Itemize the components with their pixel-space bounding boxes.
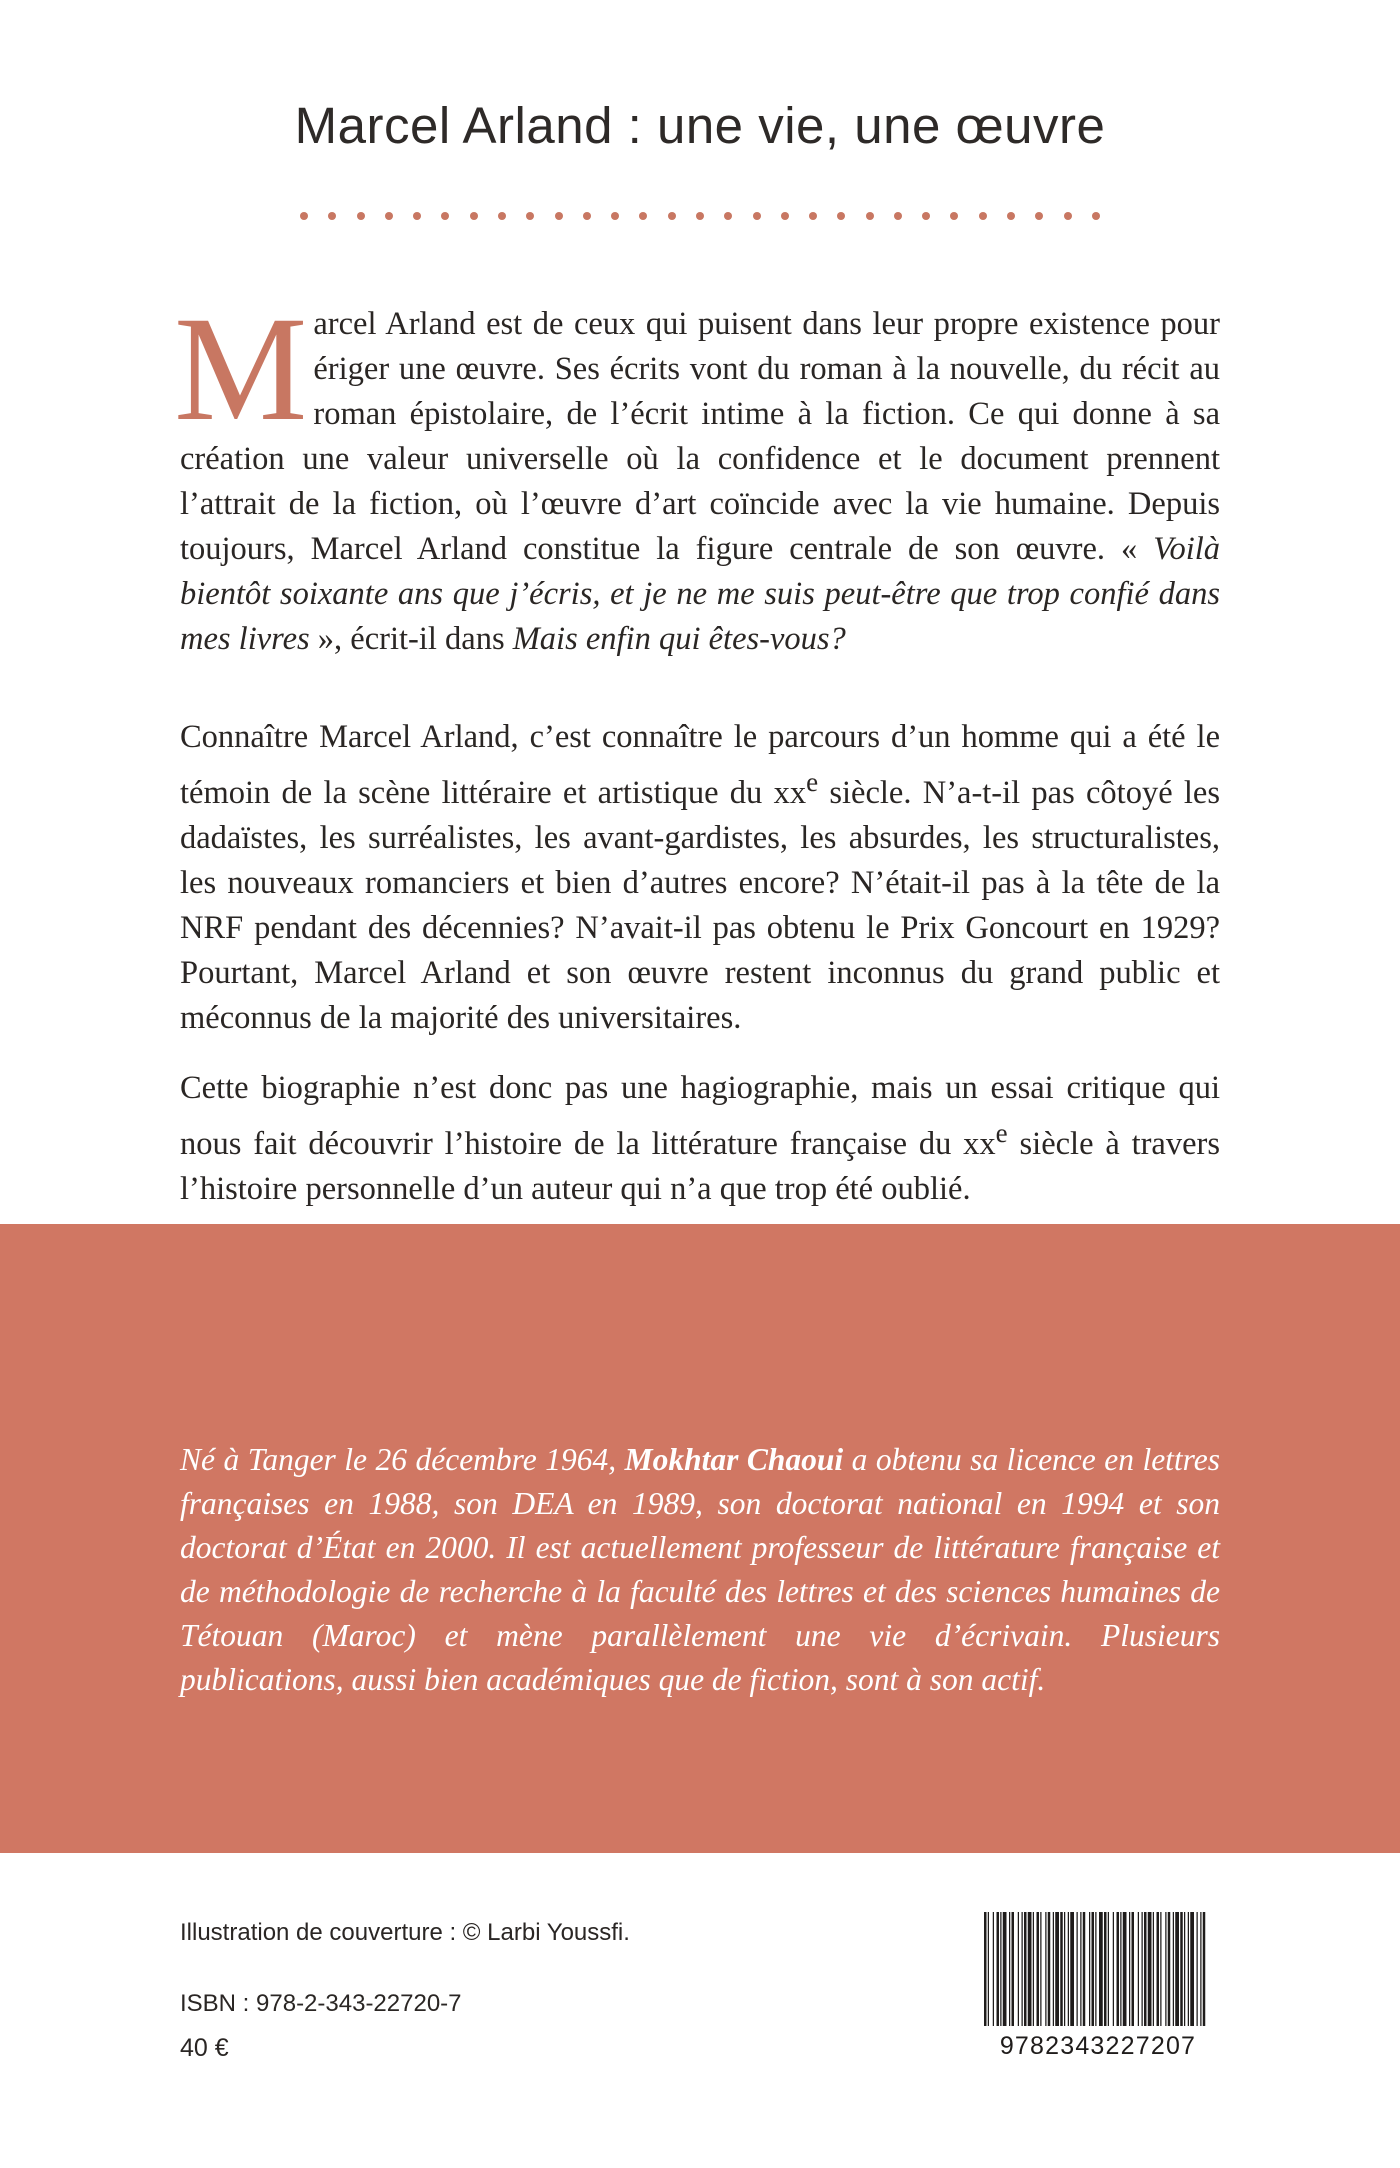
- summary-p1-text: arcel Arland est de ceux qui puisent dans leur propre existence pour ériger une œuvre. Ses écrits vont du roman à la nouvelle, du récit au roman épistolaire, de l’écrit intime à la fiction. Ce qui donne à sa création une valeur universelle où la confidence et le document prennent l’attrait de la fiction, où l’œuvre d’art coïncide avec la vie humaine. Depuis toujours, Marcel Arland constitue la figure centrale de son œuvre. «: [180, 306, 1220, 567]
- barcode-bar: [1009, 1912, 1010, 2026]
- barcode-bar: [1040, 1912, 1041, 2026]
- divider-dot: [385, 212, 393, 220]
- barcode-bar: [1200, 1912, 1201, 2026]
- dotted-divider: [300, 210, 1100, 222]
- book-title: Marcel Arland : une vie, une œuvre: [294, 97, 1106, 154]
- barcode-bar: [1113, 1912, 1114, 2026]
- barcode-bar: [1153, 1912, 1154, 2026]
- barcode-bar: [1083, 1912, 1086, 2026]
- summary-p2-text-a: Connaître Marcel Arland, c’est connaître le parcours d’un homme qui a été le témoin de la scène littéraire et artistique du: [180, 719, 1220, 811]
- barcode-bar: [984, 1912, 987, 2026]
- barcode-bar: [1175, 1912, 1179, 2026]
- divider-dot: [357, 212, 365, 220]
- barcode-bar: [1180, 1912, 1183, 2026]
- divider-dot: [1064, 212, 1072, 220]
- barcode-bar: [1095, 1912, 1096, 2026]
- divider-dot: [413, 212, 421, 220]
- barcode-bar: [988, 1912, 989, 2026]
- summary-paragraph-1: [174, 286, 1220, 662]
- divider-dot: [1092, 212, 1100, 220]
- barcode-bar: [1129, 1912, 1130, 2026]
- barcode-bar: [1033, 1912, 1034, 2026]
- barcode-bar: [1024, 1912, 1027, 2026]
- barcode-bar: [1203, 1912, 1206, 2026]
- barcode-bar: [1018, 1912, 1019, 2026]
- divider-dot: [470, 212, 478, 220]
- summary-p1-quote: Voilà bientôt soixante ans que j’écris, et je ne me suis peut-être que trop confié dans mes livres: [180, 531, 1220, 657]
- barcode-bar: [1142, 1912, 1143, 2026]
- barcode-bar: [1165, 1912, 1166, 2026]
- divider-dot: [498, 212, 506, 220]
- divider-dot: [753, 212, 761, 220]
- author-name: Mokhtar Chaoui: [624, 1442, 844, 1477]
- price: 40 €: [180, 2034, 229, 2062]
- divider-dot: [1035, 212, 1043, 220]
- divider-dot: [979, 212, 987, 220]
- barcode-bar: [1120, 1912, 1121, 2026]
- barcode-bar: [1012, 1912, 1015, 2026]
- divider-dot: [441, 212, 449, 220]
- barcode-bar: [1197, 1912, 1198, 2026]
- divider-dot: [328, 212, 336, 220]
- divider-dot: [1007, 212, 1015, 220]
- divider-dot: [696, 212, 704, 220]
- barcode-bar: [1190, 1912, 1194, 2026]
- barcode-bar: [1048, 1912, 1051, 2026]
- barcode-bar: [1003, 1912, 1007, 2026]
- divider-dot: [583, 212, 591, 220]
- author-bio: [180, 1438, 1220, 1702]
- drop-cap: M: [174, 286, 308, 452]
- barcode-bar: [1068, 1912, 1069, 2026]
- divider-dot: [526, 212, 534, 220]
- divider-dot: [555, 212, 563, 220]
- barcode-bar: [993, 1912, 994, 2026]
- divider-dot: [809, 212, 817, 220]
- barcode-bar: [1092, 1912, 1095, 2026]
- barcode-bar: [1123, 1912, 1127, 2026]
- divider-dot: [611, 212, 619, 220]
- barcode-bar: [1173, 1912, 1174, 2026]
- barcode-bar: [1138, 1912, 1139, 2026]
- barcode: [980, 1910, 1212, 2060]
- divider-dot: [950, 212, 958, 220]
- divider-dot: [866, 212, 874, 220]
- barcode-bar: [1070, 1912, 1074, 2026]
- divider-dot: [300, 212, 308, 220]
- summary-p3-text-b: siècle à travers l’histoire personnelle d’un auteur qui n’a que trop été oublié.: [180, 1125, 1220, 1207]
- divider-dot: [837, 212, 845, 220]
- author-bio-text-b: a obtenu sa licence en lettres françaises en 1988, son DEA en 1989, son doctorat national en 1994 et son doctorat d’État en 2000. Il est actuellement professeur de littérature française et de méthodologie de recherche à la faculté des lettres et des sciences humaines de Tétouan (Maroc) et mène parallèlement une vie d’écrivain. Plusieurs publications, aussi bien académiques que de fiction, sont à son actif.: [180, 1442, 1221, 1697]
- barcode-bar: [1053, 1912, 1054, 2026]
- barcode-bar: [1099, 1912, 1103, 2026]
- summary-paragraph-2: [180, 715, 1220, 1041]
- barcode-bar: [1089, 1912, 1090, 2026]
- illustration-credit: Illustration de couverture : © Larbi Youssfi.: [180, 1919, 630, 1946]
- author-bio-text-a: Né à Tanger le 26 décembre 1964,: [180, 1442, 625, 1477]
- summary-p2-century: xx: [773, 774, 807, 811]
- summary-p3-text-a: Cette biographie n’est donc pas une hagiographie, mais un essai critique qui nous fait découvrir l’histoire de la littérature française du: [180, 1070, 1220, 1162]
- barcode-bar: [1064, 1912, 1065, 2026]
- barcode-bar: [1080, 1912, 1081, 2026]
- summary-p1-book-title: Mais enfin qui êtes-vous?: [512, 621, 846, 657]
- barcode-bar: [1168, 1912, 1171, 2026]
- summary-p1-after-quote: », écrit-il dans: [309, 621, 513, 657]
- barcode-bar: [1055, 1912, 1059, 2026]
- summary-p2-sup: e: [806, 767, 819, 797]
- divider-dot: [922, 212, 930, 220]
- barcode-bar: [1157, 1912, 1160, 2026]
- divider-dot: [724, 212, 732, 220]
- barcode-bar: [1188, 1912, 1189, 2026]
- divider-dot: [668, 212, 676, 220]
- summary-p3-century: xx: [963, 1125, 996, 1162]
- barcode-bar: [1022, 1912, 1023, 2026]
- summary-paragraph-3: [180, 1066, 1220, 1212]
- barcode-bar: [1148, 1912, 1152, 2026]
- barcode-bar: [1132, 1912, 1135, 2026]
- divider-dot: [894, 212, 902, 220]
- isbn: ISBN : 978-2-343-22720-7: [180, 1990, 462, 2017]
- summary-p2-text-b: siècle. N’a-t-il pas côtoyé les dadaïstes, les surréalistes, les avant-gardistes, les absurdes, les structuralistes, les nouveaux romanciers et bien d’autres encore? N’était-il pas à la tête de la NRF pendant des décennies? N’avait-il pas obtenu le Prix Goncourt en 1929? Pourtant, Marcel Arland et son œuvre restent inconnus du grand public et méconnus de la majorité des universitaires.: [180, 774, 1220, 1036]
- barcode-bar: [1028, 1912, 1032, 2026]
- barcode-bar: [1077, 1912, 1078, 2026]
- barcode-digits: 9782343227207: [999, 2032, 1197, 2060]
- divider-dot: [781, 212, 789, 220]
- barcode-bar: [1104, 1912, 1107, 2026]
- barcode-bar: [1117, 1912, 1120, 2026]
- summary-p3-sup: e: [995, 1118, 1008, 1148]
- barcode-bar: [1000, 1912, 1001, 2026]
- barcode-bar: [1160, 1912, 1161, 2026]
- barcode-bar: [997, 1912, 1000, 2026]
- barcode-bar: [1045, 1912, 1046, 2026]
- barcode-bar: [1144, 1912, 1147, 2026]
- barcode-bar: [1060, 1912, 1063, 2026]
- barcode-bar: [1037, 1912, 1040, 2026]
- divider-dot: [639, 212, 647, 220]
- barcode-bar: [1184, 1912, 1185, 2026]
- barcode-bar: [1108, 1912, 1109, 2026]
